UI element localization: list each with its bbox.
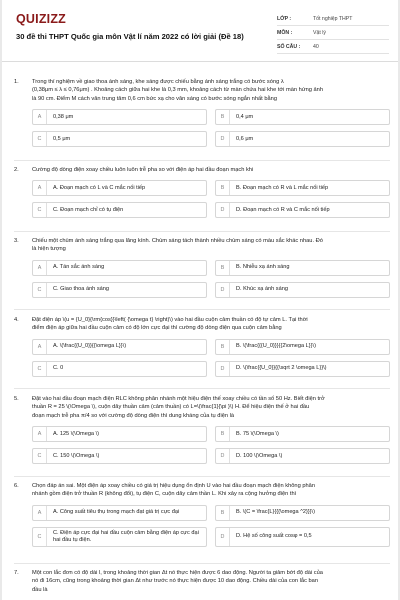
question-7 [14, 569, 390, 594]
option-letter: C [33, 283, 47, 297]
option-b[interactable] [215, 180, 390, 196]
option-text: D. Hệ số công suất cosφ = 0,5 [236, 533, 312, 540]
option-text: D. Đoạn mạch có R và C mắc nối tiếp [236, 206, 330, 213]
question-3 [14, 237, 390, 298]
question-line: Đặt vào hai đầu đoạn mạch điện RLC không phân nhánh một hiệu điện thế xoay chiều có tần số 50 Hz. Biết điện trở [32, 396, 325, 402]
question-text [32, 78, 390, 103]
option-text: B. \(C = \frac{L}{{{\omega ^2}}}\) [236, 509, 315, 516]
question-text [32, 166, 390, 174]
meta-row-class [277, 12, 389, 26]
option-letter: B [216, 181, 230, 195]
option-text: 0,38 μm [53, 113, 74, 120]
question-line: Một con lắc đơn có độ dài l, trong khoảng thời gian Δt nó thực hiện được 6 dao động. Người ta giảm bớt độ dài của [32, 570, 323, 576]
option-text: A. Đoạn mạch có L và C mắc nối tiếp [53, 184, 146, 191]
option-text: C. Điện áp cực đại hai đầu cuộn cảm bằng điện áp cực đại hai đầu tụ điện. [53, 529, 199, 543]
option-c[interactable] [32, 202, 207, 218]
option-text: C. Giao thoa ánh sáng [53, 286, 109, 293]
option-c[interactable] [32, 448, 207, 464]
question-line: Chiếu một chùm ánh sáng trắng qua lăng kính. Chùm sáng tách thành nhiều chùm sáng có màu sắc khác nhau. Đó [32, 238, 323, 244]
question-line: là hiện tượng [32, 246, 66, 253]
meta-row-subject [277, 26, 389, 40]
worksheet-page [2, 0, 398, 600]
option-text: D. 100 \(\Omega \) [236, 452, 283, 459]
option-d[interactable] [215, 131, 390, 147]
meta-value: Vật lý [313, 29, 326, 36]
option-letter: D [216, 528, 230, 546]
option-d[interactable] [215, 282, 390, 298]
quizizz-logo: QUIZIZZ [16, 12, 67, 26]
option-a[interactable] [32, 426, 207, 442]
question-4 [14, 316, 390, 377]
question-line: Trong thí nghiệm về giao thoa ánh sáng, khe sáng được chiếu bằng ánh sáng trắng có bước sóng λ [32, 79, 284, 85]
option-a[interactable] [32, 260, 207, 276]
option-d[interactable] [215, 202, 390, 218]
question-text [32, 395, 390, 420]
option-letter: A [33, 427, 47, 441]
meta-row-count [277, 40, 389, 54]
meta-table [277, 12, 389, 54]
option-text: C. 0 [53, 365, 64, 372]
option-letter: A [33, 506, 47, 520]
question-number: 3. [14, 238, 19, 244]
question-text [32, 569, 390, 594]
option-letter: D [216, 449, 230, 463]
option-letter: B [216, 261, 230, 275]
option-text: A. Tán sắc ánh sáng [53, 264, 105, 271]
question-line: Cường độ dòng điện xoay chiều luôn luôn trễ pha so với điện áp hai đầu đoạn mạch khi [32, 167, 254, 173]
question-number: 5. [14, 396, 19, 402]
option-letter: D [216, 362, 230, 376]
option-b[interactable] [215, 109, 390, 125]
question-divider [14, 160, 390, 161]
question-text [32, 237, 390, 254]
option-text: 0,6 μm [236, 135, 254, 142]
meta-value: Tốt nghiệp THPT [313, 15, 353, 22]
question-line: Chọn đáp án sai. Một điện áp xoay chiều có giá trị hiệu dụng ổn định U vào hai đầu đoạn mạch điện không phân [32, 483, 315, 489]
question-1 [14, 78, 390, 147]
option-letter: C [33, 203, 47, 217]
option-text: B. Nhiễu xạ ánh sáng [236, 264, 290, 271]
question-text [32, 482, 390, 499]
question-2 [14, 166, 390, 218]
option-a[interactable] [32, 180, 207, 196]
option-c[interactable] [32, 131, 207, 147]
option-letter: C [33, 528, 47, 546]
option-b[interactable] [215, 426, 390, 442]
option-letter: D [216, 132, 230, 146]
option-text: B. Đoạn mạch có R và L mắc nối tiếp [236, 184, 329, 191]
options-grid [32, 505, 390, 547]
option-b[interactable] [215, 260, 390, 276]
option-b[interactable] [215, 505, 390, 521]
question-6 [14, 482, 390, 547]
page-title: 30 đề thi THPT Quốc gia môn Vật lí năm 2022 có lời giải (Đề 18) [16, 32, 244, 41]
meta-value: 40 [313, 43, 319, 50]
question-number: 6. [14, 483, 19, 489]
option-text: 0,4 μm [236, 113, 254, 120]
option-letter: D [216, 283, 230, 297]
question-5 [14, 395, 390, 464]
options-grid [32, 260, 390, 298]
option-text: A. Công suất tiêu thụ trong mạch đạt giá trị cực đại [53, 509, 180, 516]
question-line: (0,38μm ≤ λ ≤ 0,76μm) . Khoảng cách giữa hai khe là 0,3 mm, khoảng cách từ màn chứa hai khe tới màn hứng ảnh [32, 87, 324, 94]
option-letter: B [216, 340, 230, 354]
question-number: 4. [14, 317, 19, 323]
option-c[interactable] [32, 527, 207, 547]
meta-label: SỐ CÂU : [277, 43, 301, 50]
option-text: B. 75 \(\Omega \) [236, 430, 279, 437]
option-c[interactable] [32, 361, 207, 377]
meta-label: MÔN : [277, 29, 293, 36]
option-text: D. Khúc xạ ánh sáng [236, 286, 288, 293]
option-text: D. \(\frac{{U_0}}{{\sqrt 2 \omega L}}\) [236, 365, 327, 372]
option-d[interactable] [215, 448, 390, 464]
question-line: đoạn mạch trễ pha π/4 so với cường độ dòng điện thì dung kháng của tụ điện là [32, 412, 235, 419]
options-grid [32, 180, 390, 218]
question-line: đầu là [32, 586, 48, 593]
option-letter: B [216, 110, 230, 124]
options-grid [32, 426, 390, 464]
option-a[interactable] [32, 505, 207, 521]
option-letter: C [33, 132, 47, 146]
option-letter: A [33, 261, 47, 275]
question-line: là 90 cm. Điểm M cách vân trung tâm 0,6 cm bức xạ cho vân sáng có bước sóng ngắn nhất bằng [32, 95, 277, 102]
option-letter: A [33, 110, 47, 124]
option-b[interactable] [215, 339, 390, 355]
question-divider [14, 563, 390, 564]
question-divider [14, 231, 390, 232]
option-text: C. Đoạn mạch chỉ có tụ điện [53, 206, 124, 213]
question-line: thuần R = 25 \(\Omega \), cuộn dây thuần cảm (cảm thuần) có L=\(\frac{1}{\pi }\) H. Để hiệu điện thế ở hai đầu [32, 404, 310, 411]
option-letter: A [33, 181, 47, 195]
option-letter: B [216, 427, 230, 441]
option-text: A. \(\frac{{U_0}}{{\omega L}}\) [53, 343, 127, 350]
question-divider [14, 476, 390, 477]
option-text: B. \(\frac{{{U_0}}}{{2\omega L}}\) [236, 343, 316, 350]
option-text: A. 125 \(\Omega \) [53, 430, 100, 437]
question-line: nhánh gồm điện trở thuần R (không đổi), tụ điện C, cuộn dây cảm thần L. Khi xảy ra cộng hưởng điện thì [32, 491, 297, 498]
question-divider [14, 309, 390, 310]
meta-label: LỚP : [277, 15, 292, 22]
option-letter: C [33, 362, 47, 376]
option-d[interactable] [215, 527, 390, 547]
option-letter: C [33, 449, 47, 463]
question-text [32, 316, 390, 333]
question-line: Đặt điện áp \(u = {U_0}{\rm{cos}}\left( {\omega t} \right)\) vào hai đầu cuộn cảm thuần có độ tự cảm L. Tại thời [32, 317, 308, 323]
question-line: điểm điện áp giữa hai đầu cuộn cảm có độ lớn cực đại thì cường độ dòng điện qua cuộn cảm bằng [32, 325, 282, 332]
options-grid [32, 109, 390, 147]
options-grid [32, 339, 390, 377]
question-divider [14, 388, 390, 389]
question-line: nó đi 16cm, cũng trong khoảng thời gian Δt như trước nó thực hiện được 10 dao động. Chiều dài của con lắc ban [32, 578, 319, 585]
question-number: 1. [14, 79, 19, 85]
option-text: C. 150 \(\Omega \) [53, 452, 100, 459]
option-a[interactable] [32, 339, 207, 355]
option-d[interactable] [215, 361, 390, 377]
option-letter: B [216, 506, 230, 520]
question-number: 2. [14, 167, 19, 173]
worksheet-header [2, 0, 398, 62]
option-letter: D [216, 203, 230, 217]
option-letter: A [33, 340, 47, 354]
option-text: 0,5 μm [53, 135, 71, 142]
option-a[interactable] [32, 109, 207, 125]
question-number: 7. [14, 570, 19, 576]
option-c[interactable] [32, 282, 207, 298]
